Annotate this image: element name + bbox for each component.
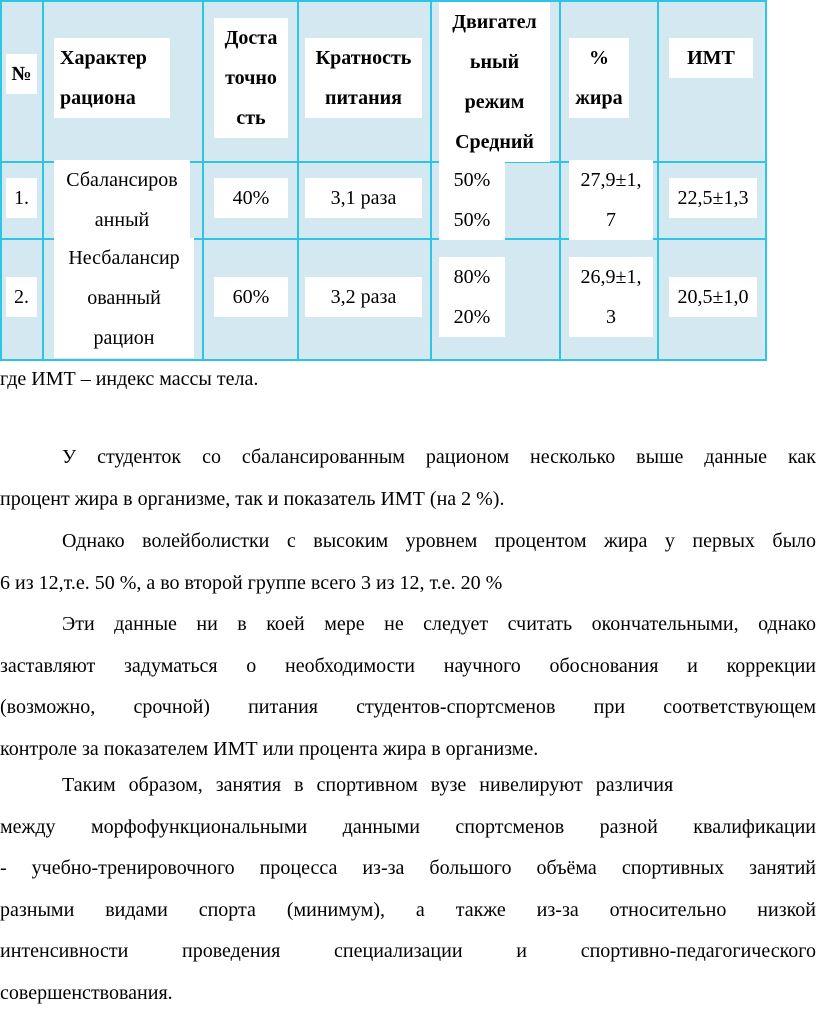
column-divider — [297, 2, 299, 359]
header-cell-ration: Характер рациона — [54, 38, 170, 118]
table-note: где ИМТ – индекс массы тела. — [0, 368, 259, 390]
data-table — [0, 0, 767, 361]
header-cell-bmi: ИМТ — [669, 38, 753, 78]
header-cell-motor-mode: Двигател ьный режим Средний — [439, 2, 550, 162]
row2-bmi: 20,5±1,0 — [669, 277, 757, 317]
paragraph-4: Таким образом, занятия в спортивном вузе нивелируют различия между морфофункциональными данными спортсменов разной квалификации - учебно-тренировочного процесса из-за большого объёма спортивных занятий разными видами спорта (минимум), а также из-за относительно низкой интенсивности проведения специализации и спортивно-педагогического совершенствования. — [0, 774, 816, 1004]
row2-fat-percent: 26,9±1, 3 — [569, 257, 653, 337]
row1-motor-mode: 50% 50% — [439, 160, 505, 240]
row1-ration: Сбалансиров анный — [54, 160, 190, 240]
column-divider — [430, 2, 432, 359]
column-divider — [42, 2, 44, 359]
row1-sufficiency: 40% — [214, 178, 288, 218]
column-divider — [657, 2, 659, 359]
row2-sufficiency: 60% — [214, 277, 288, 317]
paragraph-3: Эти данные ни в коей мере не следует считать окончательными, однако заставляют задуматься о необходимости научного обоснования и коррекции (возможно, срочной) питания студентов-спортсменов при соответствующем контроле за показателем ИМТ или процента жира в организме. — [0, 613, 816, 760]
row2-motor-mode: 80% 20% — [439, 257, 505, 337]
header-cell-frequency: Кратность питания — [305, 38, 422, 118]
paragraph-2: Однако волейболистки с высоким уровнем процентом жира у первых было 6 из 12,т.е. 50 %, а во второй группе всего 3 из 12, т.е. 20 % — [0, 530, 816, 594]
row2-frequency: 3,2 раза — [305, 277, 422, 317]
header-cell-number: № — [6, 54, 37, 94]
row2-number: 2. — [6, 277, 37, 317]
header-cell-sufficiency: Доста точно сть — [214, 18, 288, 138]
row1-bmi: 22,5±1,3 — [669, 178, 757, 218]
row1-frequency: 3,1 раза — [305, 178, 422, 218]
header-cell-fat-percent: % жира — [569, 38, 629, 118]
column-divider — [559, 2, 561, 359]
column-divider — [202, 2, 204, 359]
row2-ration: Несбалансир ованный рацион — [54, 238, 194, 358]
row1-number: 1. — [6, 178, 37, 218]
paragraph-1: У студенток со сбалансированным рационом несколько выше данные как процент жира в организме, так и показатель ИМТ (на 2 %). — [0, 446, 816, 510]
row1-fat-percent: 27,9±1, 7 — [569, 160, 653, 240]
